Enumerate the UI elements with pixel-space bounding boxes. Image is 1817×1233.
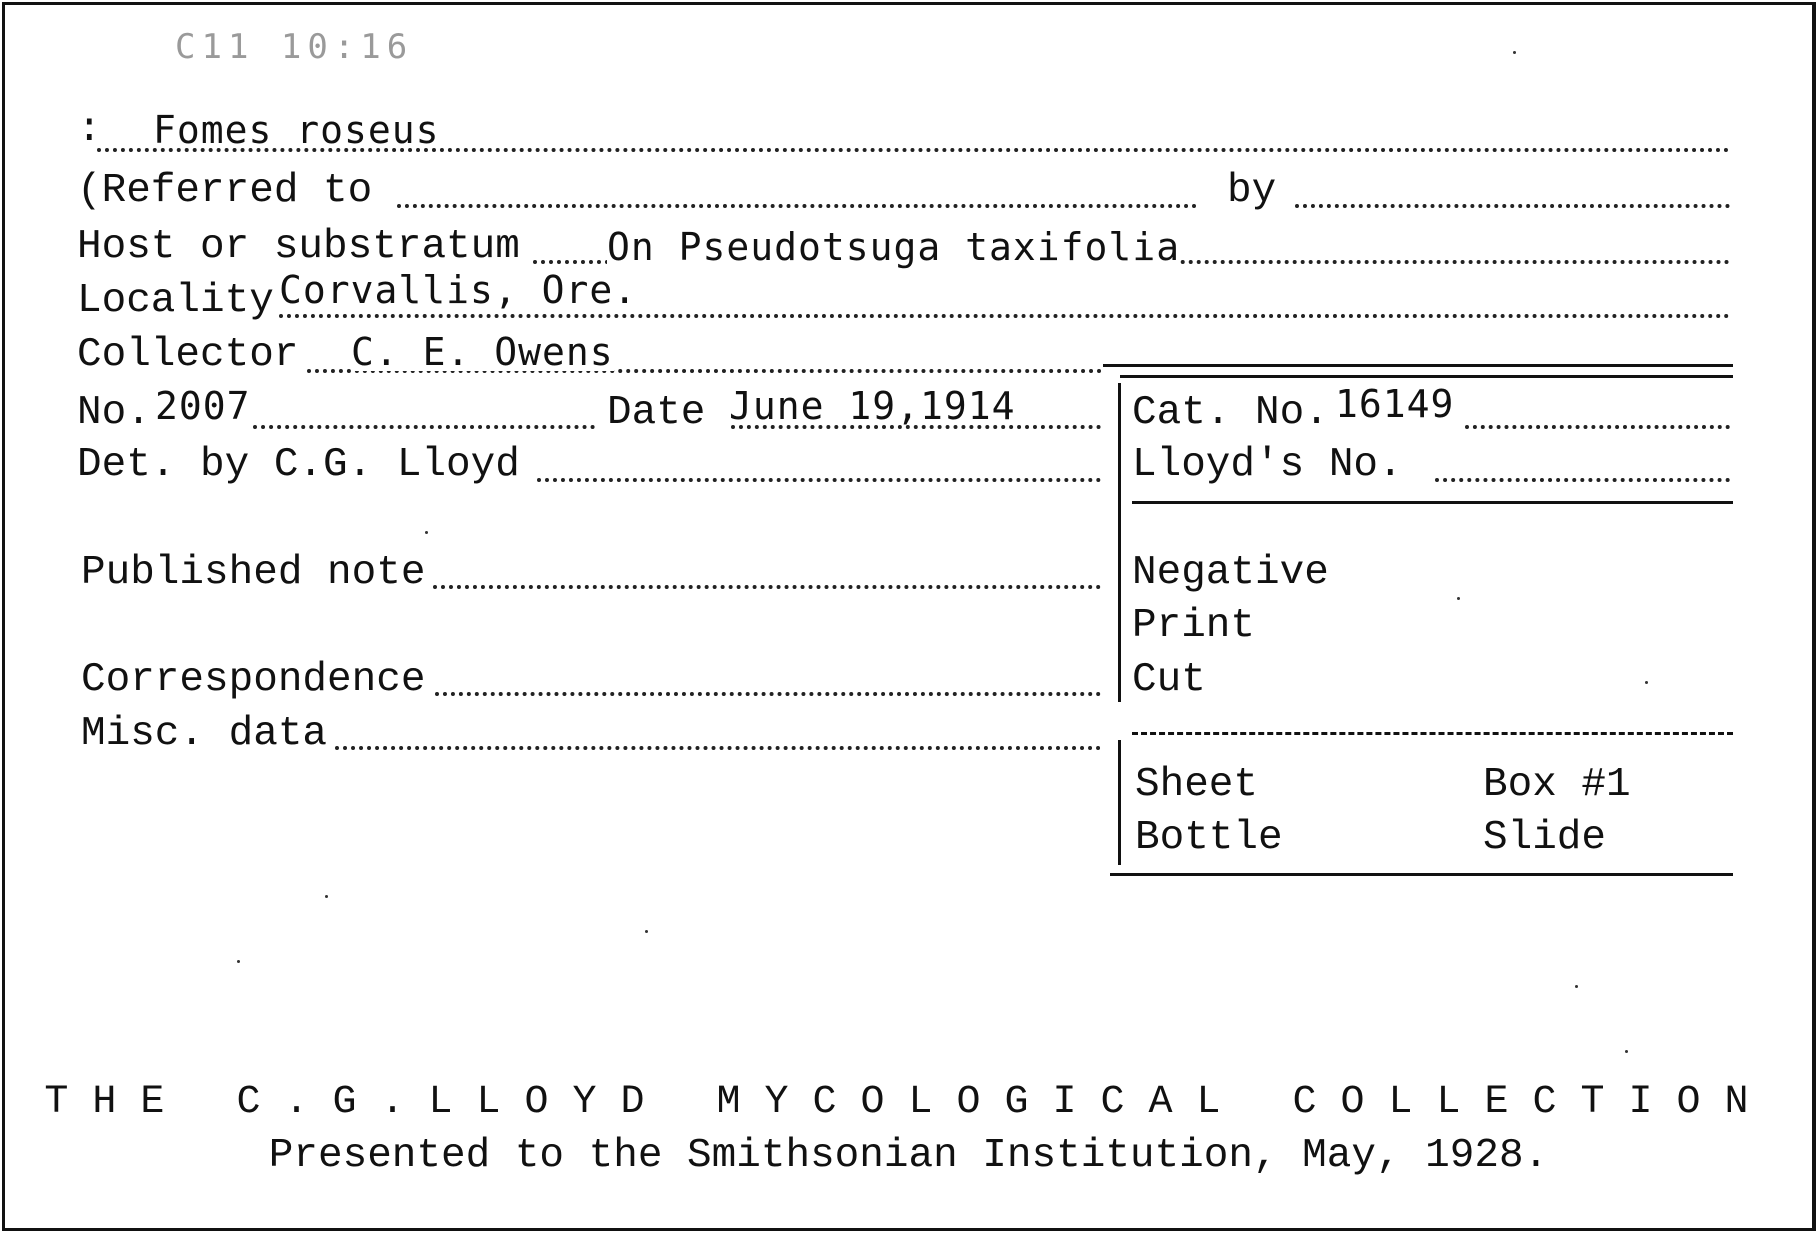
referred-to-dots: [397, 204, 1197, 208]
speck: [425, 531, 428, 534]
faint-stamp: C11 10:16: [175, 27, 414, 67]
speck: [1625, 1050, 1628, 1053]
cat-no-value: 16149: [1335, 382, 1455, 426]
cut-label: Cut: [1132, 657, 1206, 703]
box-top-line-2: [1120, 375, 1733, 378]
specimen-name: Fomes roseus: [153, 108, 440, 152]
box-divider-middle: [1118, 527, 1121, 702]
specimen-card: [2, 2, 1816, 1231]
misc-data-dots: [335, 746, 1101, 750]
negative-label: Negative: [1132, 550, 1329, 596]
det-by-label: Det. by C.G. Lloyd: [77, 442, 520, 488]
number-label: No.: [77, 390, 151, 436]
host-value: On Pseudotsuga taxifolia: [607, 225, 1181, 269]
collector-label: Collector: [77, 332, 299, 378]
speck: [325, 895, 328, 898]
speck: [237, 960, 240, 963]
referred-by-label: by: [1227, 168, 1277, 214]
box-mid-line: [1132, 501, 1733, 504]
speck: [1457, 597, 1460, 600]
box-top-line-1: [1103, 364, 1733, 367]
footer-subtitle: Presented to the Smithsonian Institution, May, 1928.: [268, 1133, 1549, 1179]
speck: [1575, 985, 1578, 988]
date-label: Date: [607, 390, 706, 436]
speck: [1645, 681, 1648, 684]
lloyds-no-label: Lloyd's No.: [1132, 442, 1403, 488]
bottle-label: Bottle: [1135, 815, 1283, 861]
slide-label: Slide: [1483, 815, 1607, 861]
locality-label: Locality: [77, 278, 274, 324]
speck: [1513, 51, 1516, 54]
number-value: 2007: [155, 384, 251, 428]
locality-value: Corvallis, Ore.: [279, 268, 638, 312]
locality-dots: [279, 314, 1730, 318]
misc-data-label: Misc. data: [81, 711, 328, 757]
footer-title: THE C.G.LLOYD MYCOLOGICAL COLLECTION: [44, 1080, 1773, 1125]
number-dots: [253, 425, 595, 429]
name-colon: :: [77, 107, 102, 153]
referred-by-dots: [1295, 204, 1730, 208]
referred-to-label: (Referred to: [77, 168, 373, 214]
box-divider-lower: [1118, 740, 1121, 865]
date-value: June 19,1914: [729, 384, 1016, 428]
lloyds-no-dots: [1435, 478, 1730, 482]
name-dots: [97, 148, 1730, 152]
box-label: Box #1: [1483, 762, 1631, 808]
published-note-dots: [433, 585, 1101, 589]
det-by-dots: [537, 478, 1101, 482]
cat-no-dots: [1465, 425, 1730, 429]
box-bottom-line: [1110, 873, 1733, 876]
box-dashed-line: [1132, 732, 1733, 735]
correspondence-label: Correspondence: [81, 657, 426, 703]
sheet-label: Sheet: [1135, 762, 1259, 808]
host-label: Host or substratum: [77, 224, 520, 270]
published-note-label: Published note: [81, 550, 426, 596]
speck: [645, 930, 648, 933]
correspondence-dots: [435, 692, 1101, 696]
print-label: Print: [1132, 603, 1256, 649]
cat-no-label: Cat. No.: [1132, 390, 1329, 436]
collector-value: C. E. Owens: [351, 330, 614, 374]
